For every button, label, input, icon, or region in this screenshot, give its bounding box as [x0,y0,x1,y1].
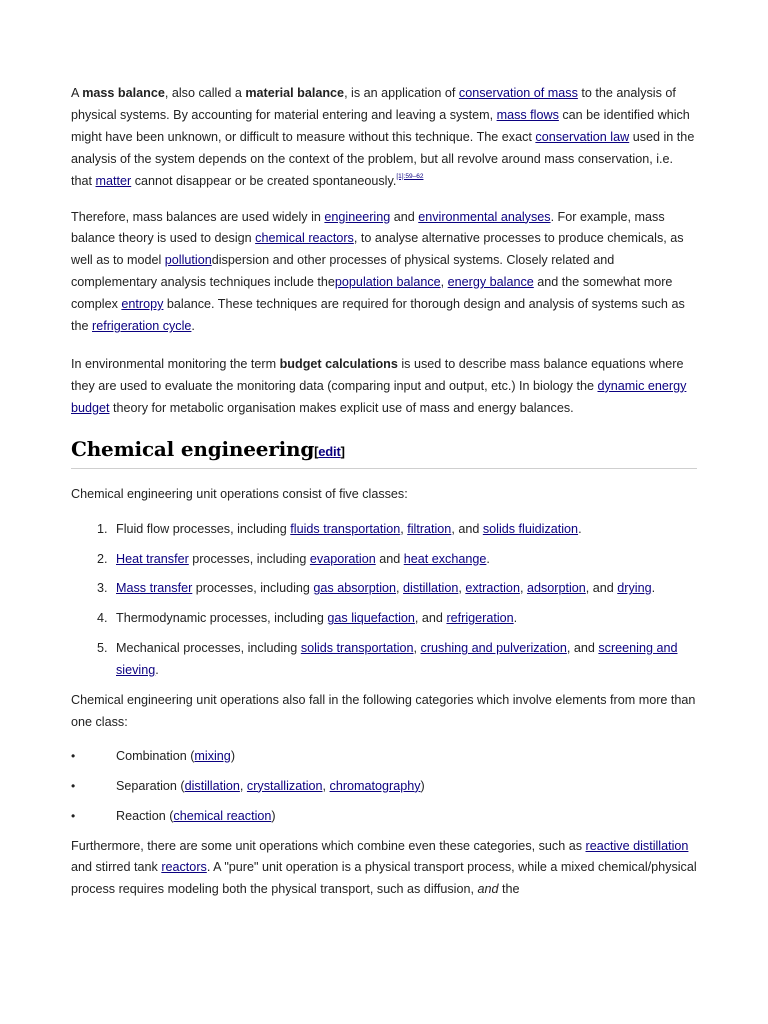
text: Combination ( [116,748,195,763]
link-reactors[interactable]: reactors [161,860,207,875]
text: Separation ( [116,778,185,793]
text: . [578,521,582,536]
list-item [71,746,697,768]
link-mass-flows[interactable]: mass flows [496,107,559,122]
list-item [71,519,697,541]
link-refrigeration[interactable]: refrigeration [446,611,514,626]
list-number: 3. [97,581,108,596]
categories-intro: Chemical engineering unit operations also fall in the following categories which involve elements from more than one class: [71,693,696,729]
link-matter[interactable]: matter [95,173,132,188]
text: , [519,581,527,596]
text: Mechanical processes, including [116,641,301,656]
link-gas-absorption[interactable]: gas absorption [313,581,397,596]
text: and the somewhat more complex [71,275,673,312]
text: theory for metabolic organisation makes explicit use of mass and energy balances. [109,400,574,415]
link-screening-and-sieving[interactable]: screening and sieving [116,641,678,678]
text: Therefore, mass balances are used widely in [71,209,325,224]
link-population-balance[interactable]: population balance [334,275,441,290]
text: cannot disappear or be created spontaneously. [131,173,397,188]
text: , [440,275,448,290]
bracket-open: [ [314,443,319,459]
link-engineering[interactable]: engineering [324,209,391,224]
text: , also called a [164,86,246,100]
link-chemical-reaction[interactable]: chemical reaction [173,808,272,823]
list-item [71,578,697,600]
text: . A "pure" unit operation is a physical transport process, while a mixed chemical/physical process requires modeling both the physical transport, such as diffusion, [71,860,697,897]
edit-section [314,444,345,459]
paragraph-budget-calculations [71,354,697,420]
text: , is an application of [344,86,459,100]
text: , [458,581,466,596]
paragraph-mass-balance-definition [71,83,697,193]
unit-operations-intro: Chemical engineering unit operations consist of five classes: [71,486,408,501]
link-conservation-of-mass[interactable]: conservation of mass [458,86,578,100]
text: . For example, mass balance theory is used to design [71,209,665,246]
text: . [155,663,159,678]
bullet-icon: • [71,778,76,793]
link-extraction[interactable]: extraction [465,581,520,596]
text: In environmental monitoring the term [71,356,280,371]
emphasis-and: and [477,882,499,897]
text: ) [420,778,425,793]
text: . [486,551,490,566]
link-reactive-distillation[interactable]: reactive distillation [585,838,689,853]
text: . [651,581,656,596]
section-title: Chemical engineering [71,436,315,461]
text: , and [566,641,599,656]
article-content [71,83,697,901]
link-energy-balance[interactable]: energy balance [447,275,534,290]
link-mass-transfer[interactable]: Mass transfer [116,581,193,596]
list-number: 2. [97,551,108,566]
link-solids-transportation[interactable]: solids transportation [300,641,414,656]
term-material-balance: material balance [245,86,345,100]
text: and [375,551,404,566]
bracket-close: ] [340,443,345,459]
link-filtration[interactable]: filtration [407,521,452,536]
link-fluids-transportation[interactable]: fluids transportation [290,521,401,536]
unit-operations-list [71,519,697,682]
list-number: 4. [97,611,108,626]
text: , and [585,581,618,596]
reference-link[interactable]: [1]:59–62 [396,172,424,180]
edit-link[interactable]: edit [318,443,341,459]
text: dispersion and other processes of physical systems. Closely related and complementary analysis techniques include the [71,253,615,290]
link-crushing-and-pulverization[interactable]: crushing and pulverization [420,641,567,656]
list-item [71,638,697,682]
link-crystallization[interactable]: crystallization [246,778,323,793]
list-item [71,608,697,630]
text: Reaction ( [116,808,174,823]
term-budget-calculations: budget calculations [279,356,398,371]
bullet-icon: • [71,748,76,763]
link-solids-fluidization[interactable]: solids fluidization [482,521,579,536]
paragraph-combined-operations [71,836,697,902]
link-pollution[interactable]: pollution [164,253,212,268]
link-gas-liquefaction[interactable]: gas liquefaction [327,611,415,626]
text: , [413,641,421,656]
link-entropy[interactable]: entropy [121,297,164,312]
link-refrigeration-cycle[interactable]: refrigeration cycle [92,319,192,334]
link-chromatography[interactable]: chromatography [329,778,421,793]
link-distillation[interactable]: distillation [403,581,459,596]
list-item [71,776,697,798]
text: used in the analysis of the system depends on the context of the problem, but all revolve around mass conservation, i.e. that [71,129,695,188]
text: can be identified which might have been unknown, or difficult to measure without this technique. The exact [71,107,690,144]
text: . [191,319,195,334]
link-environmental-analyses[interactable]: environmental analyses [418,209,551,224]
link-mixing[interactable]: mixing [194,748,231,763]
text: A [71,86,83,100]
text: to the analysis of physical systems. By accounting for material entering and leaving a system, [71,86,676,122]
list-item [71,806,697,828]
text: and stirred tank [71,860,162,875]
text: balance. These techniques are required for thorough design and analysis of systems such as the [71,297,685,334]
paragraph-uses [71,207,697,338]
text: ) [271,808,276,823]
text: the [498,882,520,897]
link-drying[interactable]: drying [617,581,652,596]
text: processes, including [188,551,310,566]
link-conservation-law[interactable]: conservation law [535,129,630,144]
text: , [400,521,408,536]
term-mass-balance: mass balance [82,86,165,100]
list-number: 5. [97,641,108,656]
text: , and [451,521,483,536]
section-heading-chemical-engineering [71,436,697,469]
link-dynamic-energy-budget[interactable]: dynamic energy budget [71,378,687,415]
text: , [239,778,247,793]
text: , and [414,611,447,626]
text: and [390,209,419,224]
text: Furthermore, there are some unit operations which combine even these categories, such as [71,838,586,853]
text: . [513,611,518,626]
text: is used to describe mass balance equations where they are used to evaluate the monitoring data (comparing input and output, etc.) In biology the [71,356,684,393]
link-distillation[interactable]: distillation [184,778,240,793]
link-adsorption[interactable]: adsorption [526,581,586,596]
link-evaporation[interactable]: evaporation [309,551,376,566]
text: , [322,778,330,793]
text: Fluid flow processes, including [116,521,291,536]
list-item [71,549,697,571]
link-heat-transfer[interactable]: Heat transfer [116,551,189,566]
categories-list [71,746,697,828]
text: Thermodynamic processes, including [116,611,328,626]
link-heat-exchange[interactable]: heat exchange [403,551,487,566]
link-chemical-reactors[interactable]: chemical reactors [255,231,354,246]
text: , to analyse alternative processes to produce chemicals, as well as to model [71,231,684,268]
text: , [396,581,404,596]
text: ) [230,748,236,763]
list-number: 1. [97,521,108,536]
text: processes, including [192,581,314,596]
bullet-icon: • [71,808,76,823]
